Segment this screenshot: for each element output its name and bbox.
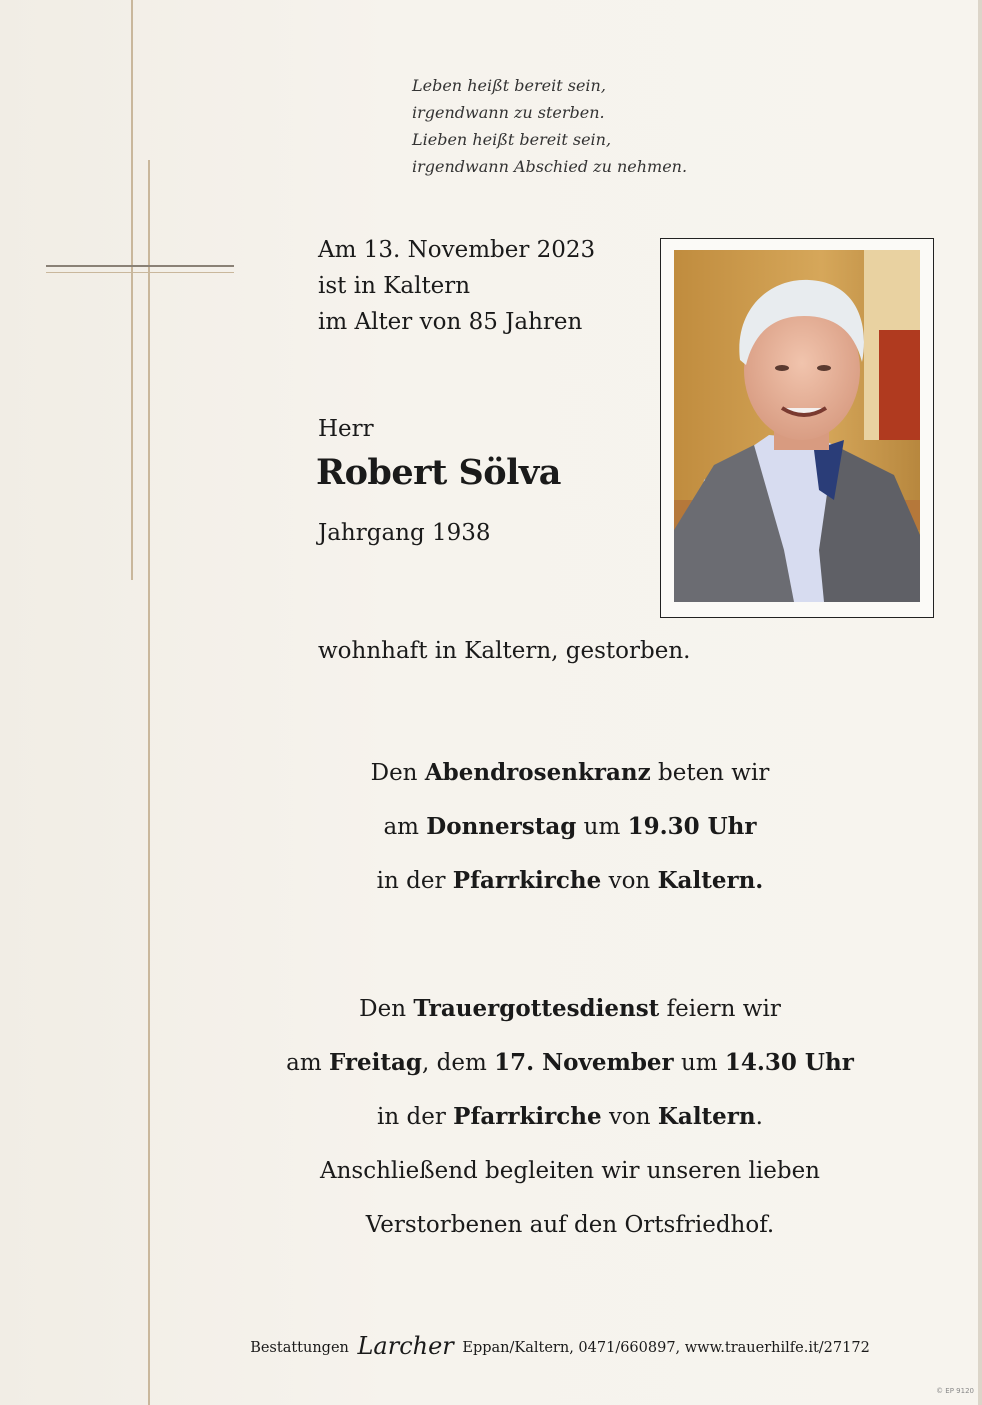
event-venue: Pfarrkirche	[453, 1103, 602, 1130]
text: von	[601, 868, 658, 894]
intro-line: ist in Kaltern	[318, 273, 471, 299]
event-name: Abendrosenkranz	[424, 759, 651, 786]
funeral-home-footer	[200, 1332, 920, 1360]
event-day: Donnerstag	[426, 813, 577, 840]
quote-line: irgendwann Abschied zu nehmen.	[412, 157, 688, 176]
quote-line: Lieben heißt bereit sein,	[412, 130, 612, 149]
funeral-service-announcement	[250, 982, 890, 1252]
quote-line: Leben heißt bereit sein,	[412, 76, 606, 95]
cross-vertical-line	[131, 0, 133, 580]
event-time: 14.30 Uhr	[724, 1049, 854, 1076]
text: in der	[377, 1104, 454, 1130]
event-venue: Pfarrkirche	[452, 867, 602, 894]
text: von	[601, 1104, 658, 1130]
text: um	[673, 1050, 725, 1076]
burial-line: Anschließend begleiten wir unseren lieben	[319, 1158, 820, 1184]
portrait-illustration	[674, 250, 920, 602]
text: in der	[376, 868, 453, 894]
cross-horizontal-line-2	[46, 272, 234, 273]
footer-prefix: Bestattungen	[250, 1340, 349, 1356]
text: am	[383, 814, 427, 840]
birth-year: Jahrgang 1938	[318, 520, 491, 546]
event-town: Kaltern	[657, 1103, 756, 1130]
event-time: 19.30 Uhr	[627, 813, 757, 840]
rosary-announcement	[250, 746, 890, 908]
funeral-home-logo: Larcher	[357, 1332, 454, 1360]
text: Den	[359, 996, 414, 1022]
cross-vertical-line-2	[148, 160, 150, 1405]
text: um	[576, 814, 628, 840]
page-edge	[978, 0, 982, 1405]
deceased-name: Robert Sölva	[316, 452, 561, 493]
quote-line: irgendwann zu sterben.	[412, 103, 605, 122]
text: beten wir	[650, 760, 770, 786]
text: Den	[370, 760, 425, 786]
cross-horizontal-line	[46, 265, 234, 267]
residence-line: wohnhaft in Kaltern, gestorben.	[318, 638, 691, 664]
text: , dem	[422, 1050, 495, 1076]
event-town: Kaltern.	[657, 867, 764, 894]
intro-line: im Alter von 85 Jahren	[318, 309, 583, 335]
intro-line: Am 13. November 2023	[318, 237, 596, 263]
text: am	[286, 1050, 329, 1076]
event-name: Trauergottesdienst	[413, 995, 660, 1022]
burial-line-2: Verstorbenen auf den Ortsfriedhof.	[365, 1212, 775, 1238]
portrait-photo	[674, 250, 920, 602]
footer-contact: Eppan/Kaltern, 0471/660897, www.trauerhilfe.it/27172	[462, 1340, 870, 1356]
memorial-quote	[412, 72, 812, 180]
death-announcement	[318, 232, 658, 340]
text: .	[755, 1104, 763, 1130]
salutation: Herr	[318, 416, 374, 442]
text: feiern wir	[659, 996, 781, 1022]
event-day: Freitag	[328, 1049, 423, 1076]
print-code: © EP 9120	[936, 1387, 974, 1395]
event-date: 17. November	[494, 1049, 674, 1076]
